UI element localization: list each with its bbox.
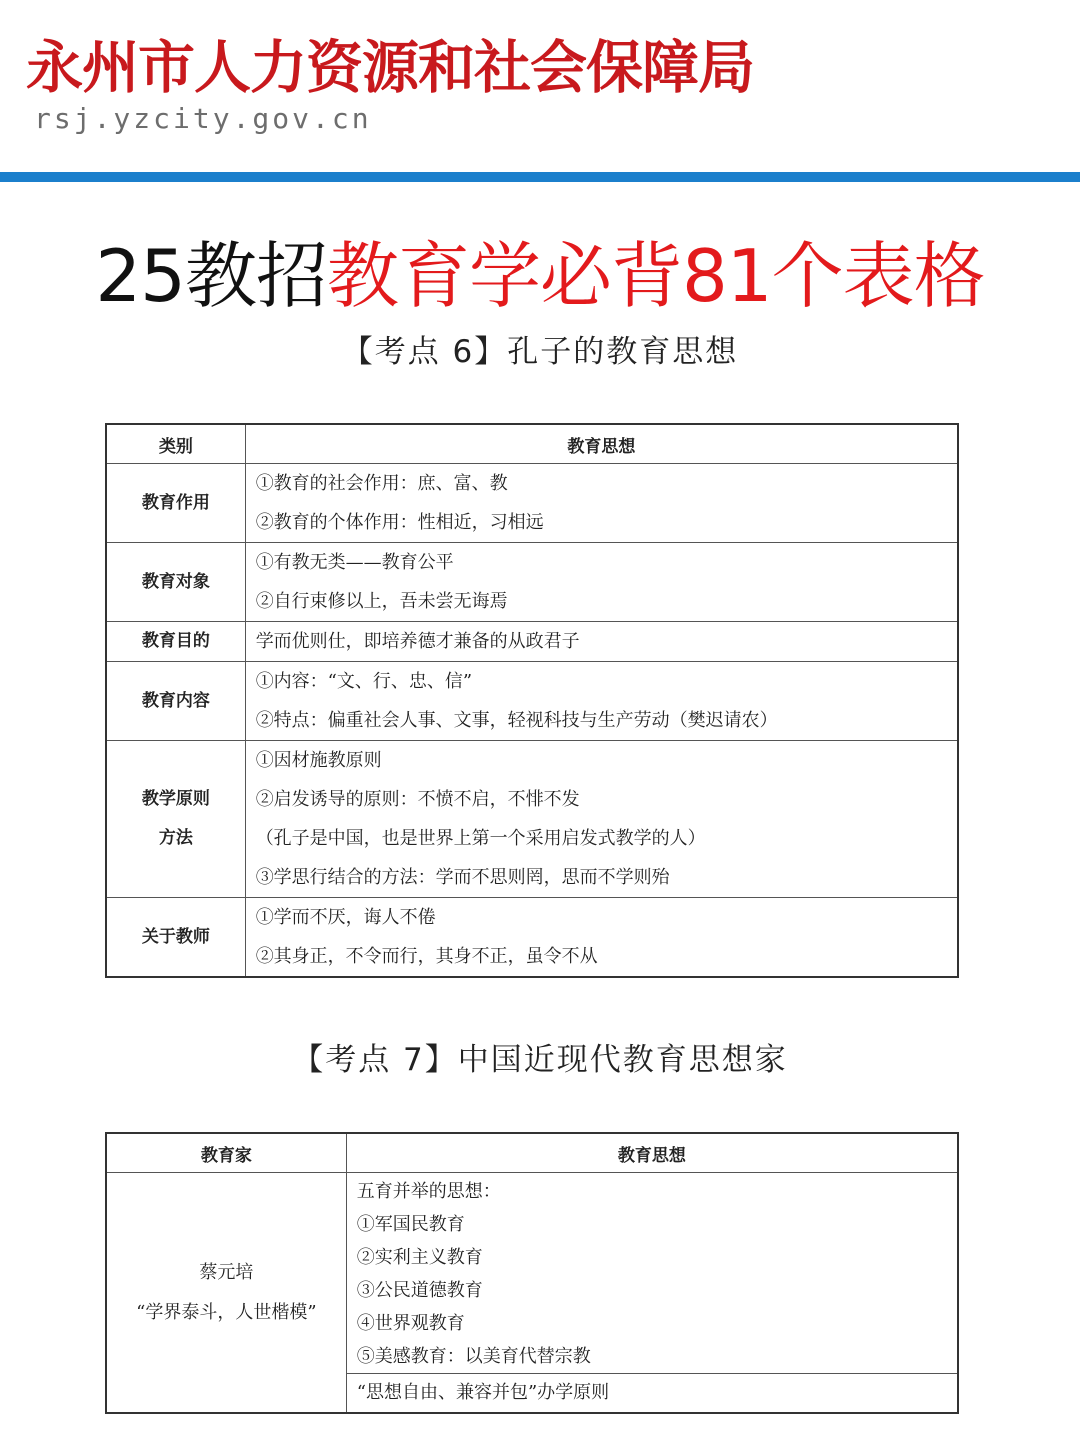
table-row xyxy=(106,741,958,898)
educator-name: 蔡元培 xyxy=(199,1261,254,1283)
confucius-table xyxy=(105,423,959,978)
educator-title: “学界泰斗，人世楷模” xyxy=(136,1301,317,1323)
org-name: 永州市人力资源和社会保障局 xyxy=(26,34,754,101)
category-cell xyxy=(106,898,245,978)
modern-educators-table xyxy=(105,1132,959,1414)
content-cell xyxy=(245,543,958,622)
content-line: ②实利主义教育 xyxy=(356,1247,483,1268)
content-line: ①教育的社会作用：庶、富、教 xyxy=(255,473,508,494)
category-label: 关于教师 xyxy=(141,926,210,947)
content-cell xyxy=(245,662,958,741)
content-line: ②教育的个体作用：性相近，习相远 xyxy=(255,512,544,533)
table-row xyxy=(106,898,958,978)
table-row xyxy=(106,1173,958,1374)
category-cell xyxy=(106,464,245,543)
category-cell xyxy=(106,662,245,741)
content-line: 学而优则仕，即培养德才兼备的从政君子 xyxy=(255,631,580,652)
table-row xyxy=(106,464,958,543)
content-line: “思想自由、兼容并包”办学原则 xyxy=(356,1382,610,1403)
content-line: ②其身正，不令而行，其身不正，虽令不从 xyxy=(255,946,598,967)
category-cell xyxy=(106,622,245,662)
content-line: 五育并举的思想： xyxy=(356,1181,501,1202)
content-line: ③学思行结合的方法：学而不思则罔，思而不学则殆 xyxy=(255,867,670,888)
category-label: 教学原则 xyxy=(141,789,210,809)
org-url[interactable]: rsj.yzcity.gov.cn xyxy=(34,102,372,135)
header-divider xyxy=(0,172,1080,182)
table-row xyxy=(106,662,958,741)
category-cell xyxy=(106,543,245,622)
content-line: ①军国民教育 xyxy=(356,1214,465,1235)
content-line: ①因材施教原则 xyxy=(255,750,382,771)
category-label: 教育作用 xyxy=(141,492,210,513)
col-header-educator: 教育家 xyxy=(106,1133,346,1173)
content-cell xyxy=(346,1173,958,1374)
content-line: ②自行束修以上，吾未尝无诲焉 xyxy=(255,591,508,612)
content-cell xyxy=(245,622,958,662)
category-label: 教育目的 xyxy=(141,631,210,651)
category-label-line2: 方法 xyxy=(158,828,193,848)
col-header-thought: 教育思想 xyxy=(346,1133,958,1173)
table-header-row xyxy=(106,1133,958,1173)
content-line: ①内容：“文、行、忠、信” xyxy=(255,671,473,692)
educator-cell xyxy=(106,1173,346,1414)
content-cell xyxy=(245,898,958,978)
content-line: ①有教无类——教育公平 xyxy=(255,552,454,573)
category-label: 教育内容 xyxy=(141,690,210,711)
col-header-thought: 教育思想 xyxy=(245,424,958,464)
content-line: （孔子是中国，也是世界上第一个采用启发式教学的人） xyxy=(255,828,706,849)
table-row xyxy=(106,543,958,622)
title-prefix: 25教招 xyxy=(95,234,327,318)
col-header-category: 类别 xyxy=(106,424,245,464)
content-line: ③公民道德教育 xyxy=(356,1280,483,1301)
table-row xyxy=(106,622,958,662)
content-line: ②特点：偏重社会人事、文事，轻视科技与生产劳动（樊迟请农） xyxy=(255,710,778,731)
site-header xyxy=(0,0,1080,170)
content-cell xyxy=(245,464,958,543)
table-header-row xyxy=(106,424,958,464)
page-title xyxy=(0,218,1080,322)
content-cell xyxy=(245,741,958,898)
section2-title: 【考点 7】中国近现代教育思想家 xyxy=(292,1042,788,1078)
content-line: ⑤美感教育：以美育代替宗教 xyxy=(356,1346,591,1367)
content-line: ②启发诱导的原则：不愤不启，不悱不发 xyxy=(255,789,580,810)
title-highlight: 教育学必背81个表格 xyxy=(327,234,985,318)
category-cell xyxy=(106,741,245,898)
content-cell xyxy=(346,1374,958,1414)
category-label: 教育对象 xyxy=(141,571,210,592)
content-line: ④世界观教育 xyxy=(356,1313,465,1334)
section1-title: 【考点 6】孔子的教育思想 xyxy=(341,334,739,370)
content-line: ①学而不厌，诲人不倦 xyxy=(255,907,436,928)
